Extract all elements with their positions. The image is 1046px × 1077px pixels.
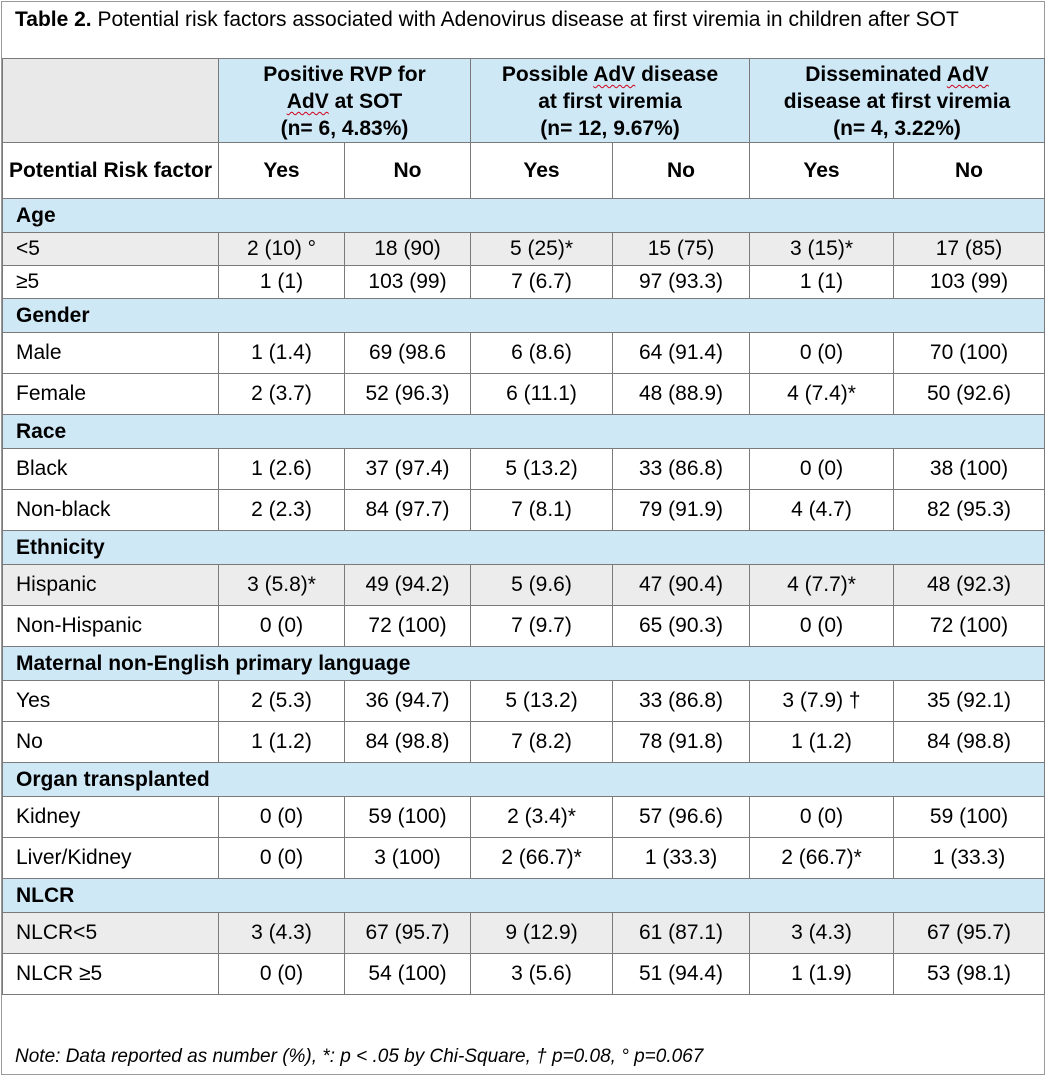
- table-cell: 1 (1.4): [219, 333, 345, 374]
- table-cell: 67 (95.7): [894, 913, 1045, 954]
- table-body: [3, 199, 1045, 995]
- table-cell: 84 (98.8): [345, 722, 471, 763]
- table-cell: 5 (25)*: [471, 233, 613, 266]
- section-title: Maternal non-English primary language: [3, 647, 1045, 681]
- table-cell: 47 (90.4): [613, 565, 750, 606]
- header-yes: Yes: [750, 143, 894, 199]
- table-cell: 67 (95.7): [345, 913, 471, 954]
- row-label: Yes: [3, 681, 219, 722]
- table-cell: 2 (3.4)*: [471, 797, 613, 838]
- table-cell: 38 (100): [894, 449, 1045, 490]
- row-label: Female: [3, 374, 219, 415]
- table-cell: 2 (66.7)*: [750, 838, 894, 879]
- table-row: [3, 681, 1045, 722]
- header-risk-factor: Potential Risk factor: [3, 143, 219, 199]
- table-row: [3, 266, 1045, 299]
- table-cell: 51 (94.4): [613, 954, 750, 995]
- table-cell: 2 (10) °: [219, 233, 345, 266]
- table-row: [3, 954, 1045, 995]
- table-cell: 48 (88.9): [613, 374, 750, 415]
- header-yes: Yes: [471, 143, 613, 199]
- table-cell: 4 (7.4)*: [750, 374, 894, 415]
- table-cell: 1 (33.3): [894, 838, 1045, 879]
- section-title: NLCR: [3, 879, 1045, 913]
- header-empty-cell: [3, 59, 219, 143]
- header-group-disseminated: Disseminated AdV disease at first viremia (n= 4, 3.22%): [750, 59, 1045, 143]
- table-row: [3, 565, 1045, 606]
- table-cell: 61 (87.1): [613, 913, 750, 954]
- table-cell: 33 (86.8): [613, 449, 750, 490]
- table-row: [3, 449, 1045, 490]
- table-cell: 0 (0): [750, 333, 894, 374]
- section-title: Gender: [3, 299, 1045, 333]
- row-label: <5: [3, 233, 219, 266]
- row-label: Male: [3, 333, 219, 374]
- table-cell: 1 (1.2): [219, 722, 345, 763]
- table-cell: 103 (99): [345, 266, 471, 299]
- row-label: No: [3, 722, 219, 763]
- table-cell: 2 (66.7)*: [471, 838, 613, 879]
- table-cell: 4 (4.7): [750, 490, 894, 531]
- table-cell: 9 (12.9): [471, 913, 613, 954]
- table-cell: 78 (91.8): [613, 722, 750, 763]
- table-row: [3, 374, 1045, 415]
- wavy-adv: AdV: [286, 90, 329, 113]
- table-cell: 1 (1): [750, 266, 894, 299]
- row-label: NLCR<5: [3, 913, 219, 954]
- table-note: Note: Data reported as number (%), *: p < .05 by Chi-Square, † p=0.08, ° p=0.067: [15, 1046, 704, 1067]
- table-caption: [15, 7, 1025, 32]
- document-page: [1, 1, 1045, 1075]
- table-row: [3, 233, 1045, 266]
- row-label: Non-black: [3, 490, 219, 531]
- table-cell: 17 (85): [894, 233, 1045, 266]
- table-cell: 1 (1.2): [750, 722, 894, 763]
- table-cell: 97 (93.3): [613, 266, 750, 299]
- table-cell: 52 (96.3): [345, 374, 471, 415]
- row-label: Black: [3, 449, 219, 490]
- table-cell: 3 (7.9) †: [750, 681, 894, 722]
- section-row: [3, 299, 1045, 333]
- table-cell: 59 (100): [894, 797, 1045, 838]
- table-row: [3, 797, 1045, 838]
- section-row: [3, 879, 1045, 913]
- table-cell: 69 (98.6: [345, 333, 471, 374]
- header-group-possible: Possible AdV disease at first viremia (n= 12, 9.67%): [471, 59, 750, 143]
- table-cell: 2 (3.7): [219, 374, 345, 415]
- row-label: Non-Hispanic: [3, 606, 219, 647]
- table-cell: 0 (0): [219, 838, 345, 879]
- table-cell: 57 (96.6): [613, 797, 750, 838]
- wavy-adv: AdV: [946, 63, 989, 86]
- table-cell: 72 (100): [345, 606, 471, 647]
- section-title: Race: [3, 415, 1045, 449]
- table-cell: 0 (0): [219, 606, 345, 647]
- table-cell: 7 (6.7): [471, 266, 613, 299]
- header-no: No: [894, 143, 1045, 199]
- table-cell: 3 (5.6): [471, 954, 613, 995]
- header-no: No: [613, 143, 750, 199]
- row-label: Kidney: [3, 797, 219, 838]
- table-row: [3, 722, 1045, 763]
- table-cell: 18 (90): [345, 233, 471, 266]
- table-cell: 0 (0): [750, 449, 894, 490]
- header-yes: Yes: [219, 143, 345, 199]
- table-cell: 0 (0): [219, 954, 345, 995]
- table-cell: 3 (5.8)*: [219, 565, 345, 606]
- table-cell: 1 (1.9): [750, 954, 894, 995]
- table-cell: 1 (1): [219, 266, 345, 299]
- table-cell: 6 (11.1): [471, 374, 613, 415]
- table-row: [3, 838, 1045, 879]
- table-cell: 5 (13.2): [471, 681, 613, 722]
- caption-text: Potential risk factors associated with Adenovirus disease at first viremia in children after SOT: [91, 8, 959, 31]
- section-row: [3, 647, 1045, 681]
- table-cell: 7 (8.2): [471, 722, 613, 763]
- table-cell: 72 (100): [894, 606, 1045, 647]
- table-cell: 5 (9.6): [471, 565, 613, 606]
- table-cell: 53 (98.1): [894, 954, 1045, 995]
- table-cell: 3 (4.3): [750, 913, 894, 954]
- table-cell: 7 (9.7): [471, 606, 613, 647]
- table-cell: 64 (91.4): [613, 333, 750, 374]
- table-cell: 37 (97.4): [345, 449, 471, 490]
- table-cell: 49 (94.2): [345, 565, 471, 606]
- risk-factors-table: [2, 58, 1045, 995]
- section-title: Ethnicity: [3, 531, 1045, 565]
- table-cell: 36 (94.7): [345, 681, 471, 722]
- table-row: [3, 913, 1045, 954]
- section-row: [3, 531, 1045, 565]
- table-cell: 0 (0): [219, 797, 345, 838]
- table-cell: 70 (100): [894, 333, 1045, 374]
- table-cell: 1 (2.6): [219, 449, 345, 490]
- group-header-row: [3, 59, 1045, 143]
- table-cell: 54 (100): [345, 954, 471, 995]
- caption-label: Table 2.: [15, 8, 92, 31]
- table-cell: 84 (97.7): [345, 490, 471, 531]
- table-cell: 2 (2.3): [219, 490, 345, 531]
- section-title: Organ transplanted: [3, 763, 1045, 797]
- table-cell: 3 (15)*: [750, 233, 894, 266]
- section-title: Age: [3, 199, 1045, 233]
- table-cell: 2 (5.3): [219, 681, 345, 722]
- row-label: Liver/Kidney: [3, 838, 219, 879]
- row-label: NLCR ≥5: [3, 954, 219, 995]
- header-group-rvp: Positive RVP for AdV at SOT (n= 6, 4.83%): [219, 59, 471, 143]
- table-cell: 65 (90.3): [613, 606, 750, 647]
- table-cell: 0 (0): [750, 797, 894, 838]
- table-cell: 15 (75): [613, 233, 750, 266]
- table-cell: 35 (92.1): [894, 681, 1045, 722]
- sub-header-row: [3, 143, 1045, 199]
- table-row: [3, 490, 1045, 531]
- table-cell: 59 (100): [345, 797, 471, 838]
- table-row: [3, 606, 1045, 647]
- table-cell: 7 (8.1): [471, 490, 613, 531]
- section-row: [3, 415, 1045, 449]
- table-cell: 0 (0): [750, 606, 894, 647]
- table-cell: 5 (13.2): [471, 449, 613, 490]
- row-label: Hispanic: [3, 565, 219, 606]
- table-cell: 103 (99): [894, 266, 1045, 299]
- table-cell: 33 (86.8): [613, 681, 750, 722]
- wavy-adv: AdV: [593, 63, 636, 86]
- table-cell: 82 (95.3): [894, 490, 1045, 531]
- table-cell: 48 (92.3): [894, 565, 1045, 606]
- table-cell: 3 (4.3): [219, 913, 345, 954]
- section-row: [3, 763, 1045, 797]
- table-cell: 50 (92.6): [894, 374, 1045, 415]
- table-cell: 1 (33.3): [613, 838, 750, 879]
- table-cell: 84 (98.8): [894, 722, 1045, 763]
- header-no: No: [345, 143, 471, 199]
- table-cell: 4 (7.7)*: [750, 565, 894, 606]
- table-row: [3, 333, 1045, 374]
- table-cell: 3 (100): [345, 838, 471, 879]
- row-label: ≥5: [3, 266, 219, 299]
- section-row: [3, 199, 1045, 233]
- table-cell: 79 (91.9): [613, 490, 750, 531]
- table-cell: 6 (8.6): [471, 333, 613, 374]
